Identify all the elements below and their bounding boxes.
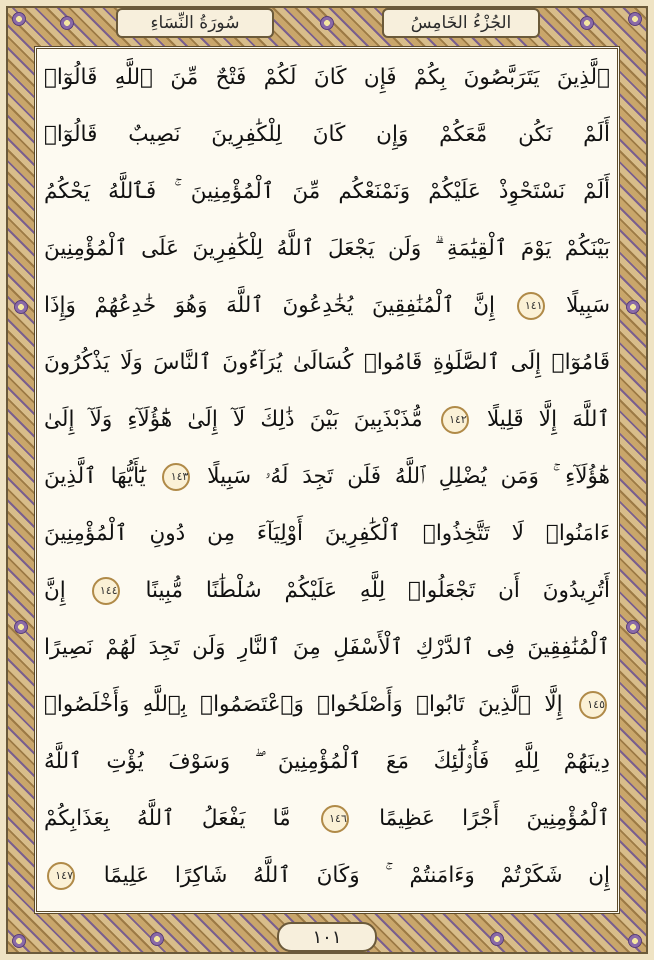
line-text: ٱلْمُنَٰفِقِينَ فِى ٱلدَّرْكِ ٱلْأَسْفَلِ مِنَ ٱلنَّارِ وَلَن تَجِدَ لَهُمْ نَصِيرًا bbox=[44, 635, 610, 660]
line-text: إِنَّ ٱلْمُنَٰفِقِينَ يُخَٰدِعُونَ ٱللَّهَ وَهُوَ خَٰدِعُهُمْ وَإِذَا bbox=[44, 293, 495, 318]
verse-number-marker: ١٤٦ bbox=[321, 805, 349, 833]
line-text: سَبِيلًا bbox=[566, 293, 610, 318]
verse-number-marker: ١٤١ bbox=[517, 292, 545, 320]
line-text: ٱلَّذِينَ يَتَرَبَّصُونَ بِكُمْ فَإِن كَانَ لَكُمْ فَتْحٌ مِّنَ ٱللَّهِ قَالُوٓا۟ bbox=[44, 65, 610, 90]
text-line bbox=[44, 170, 610, 214]
flower-ornament-icon bbox=[628, 934, 642, 948]
text-line bbox=[44, 56, 610, 100]
text-line bbox=[44, 341, 610, 385]
line-text: إِنَّ bbox=[44, 578, 66, 603]
flower-ornament-icon bbox=[626, 620, 640, 634]
flower-ornament-icon bbox=[12, 12, 26, 26]
line-text: أَلَمْ نَكُن مَّعَكُمْ وَإِن كَانَ لِلْكَٰفِرِينَ نَصِيبٌ قَالُوٓا۟ bbox=[44, 122, 610, 147]
page-number: ١٠١ bbox=[312, 926, 342, 948]
text-line bbox=[44, 854, 610, 898]
line-text: يَٰٓأَيُّهَا ٱلَّذِينَ bbox=[44, 464, 146, 489]
line-text: إِن شَكَرْتُمْ وَءَامَنتُمْ ۚ وَكَانَ ٱللَّهُ شَاكِرًا عَلِيمًا bbox=[103, 863, 610, 888]
verse-number-marker: ١٤٥ bbox=[579, 691, 607, 719]
text-line bbox=[44, 797, 610, 841]
line-text: بَيْنَكُمْ يَوْمَ ٱلْقِيَٰمَةِ ۗ وَلَن يَجْعَلَ ٱللَّهُ لِلْكَٰفِرِينَ عَلَى ٱلْمُؤْمِنِينَ bbox=[44, 236, 610, 261]
text-line bbox=[44, 455, 610, 499]
verse-number-marker: ١٤٣ bbox=[162, 463, 190, 491]
text-line bbox=[44, 569, 610, 613]
flower-ornament-icon bbox=[14, 300, 28, 314]
flower-ornament-icon bbox=[150, 932, 164, 946]
verse-number-marker: ١٤٧ bbox=[47, 862, 75, 890]
flower-ornament-icon bbox=[320, 16, 334, 30]
surah-title-header bbox=[116, 8, 274, 38]
text-line bbox=[44, 626, 610, 670]
flower-ornament-icon bbox=[626, 300, 640, 314]
text-line bbox=[44, 398, 610, 442]
juz-title-header bbox=[382, 8, 540, 38]
flower-ornament-icon bbox=[628, 12, 642, 26]
juz-name: الجُزْءُ الخَامِسُ bbox=[410, 13, 512, 33]
line-text: ٱلْمُؤْمِنِينَ أَجْرًا عَظِيمًا bbox=[379, 806, 610, 831]
text-line bbox=[44, 113, 610, 157]
line-text: قَامُوٓا۟ إِلَى ٱلصَّلَوٰةِ قَامُوا۟ كُسَالَىٰ يُرَآءُونَ ٱلنَّاسَ وَلَا يَذْكُرُونَ bbox=[44, 350, 610, 375]
flower-ornament-icon bbox=[490, 932, 504, 946]
line-text: هَٰٓؤُلَآءِ ۚ وَمَن يُضْلِلِ ٱللَّهُ فَلَن تَجِدَ لَهُۥ سَبِيلًا bbox=[207, 464, 610, 489]
verse-number-marker: ١٤٢ bbox=[441, 406, 469, 434]
flower-ornament-icon bbox=[580, 16, 594, 30]
text-line bbox=[44, 227, 610, 271]
text-line bbox=[44, 512, 610, 556]
surah-name: سُورَةُ النِّسَاءِ bbox=[150, 13, 240, 33]
line-text: دِينَهُمْ لِلَّهِ فَأُو۟لَٰٓئِكَ مَعَ ٱلْمُؤْمِنِينَ ۖ وَسَوْفَ يُؤْتِ ٱللَّهُ bbox=[44, 749, 610, 774]
line-text: أَتُرِيدُونَ أَن تَجْعَلُوا۟ لِلَّهِ عَلَيْكُمْ سُلْطَٰنًا مُّبِينًا bbox=[145, 578, 610, 603]
flower-ornament-icon bbox=[60, 16, 74, 30]
line-text: ءَامَنُوا۟ لَا تَتَّخِذُوا۟ ٱلْكَٰفِرِينَ أَوْلِيَآءَ مِن دُونِ ٱلْمُؤْمِنِينَ bbox=[44, 521, 610, 546]
line-text: مَّا يَفْعَلُ ٱللَّهُ بِعَذَابِكُمْ bbox=[44, 806, 291, 831]
line-text: ٱللَّهَ إِلَّا قَلِيلًا bbox=[486, 407, 610, 432]
text-line bbox=[44, 284, 610, 328]
flower-ornament-icon bbox=[14, 620, 28, 634]
flower-ornament-icon bbox=[12, 934, 26, 948]
page-number-badge bbox=[277, 922, 377, 952]
line-text: إِلَّا ٱلَّذِينَ تَابُوا۟ وَأَصْلَحُوا۟ وَٱعْتَصَمُوا۟ بِٱللَّهِ وَأَخْلَصُوا۟ bbox=[44, 692, 563, 717]
text-line bbox=[44, 740, 610, 784]
text-line bbox=[44, 683, 610, 727]
line-text: أَلَمْ نَسْتَحْوِذْ عَلَيْكُمْ وَنَمْنَعْكُم مِّنَ ٱلْمُؤْمِنِينَ ۚ فَٱللَّهُ يَحْكُمُ bbox=[44, 179, 610, 204]
verse-number-marker: ١٤٤ bbox=[92, 577, 120, 605]
line-text: مُّذَبْذَبِينَ بَيْنَ ذَٰلِكَ لَآ إِلَىٰ هَٰٓؤُلَآءِ وَلَآ إِلَىٰ bbox=[44, 407, 423, 432]
